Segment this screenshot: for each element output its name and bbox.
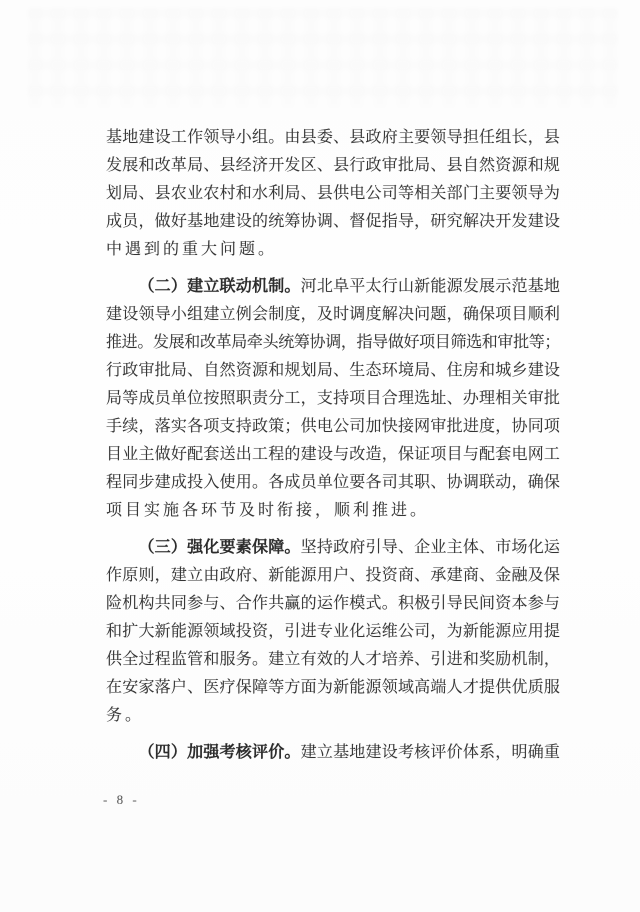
text-line: 手 续 ， 落 实 各 项 支 持 政 策 ； 供 电 公 司 加 快 接 网 审 批 进 度 ， 协 同 项: [106, 418, 560, 435]
text-line: 程 同 步 建 成 投 入 使 用 。 各 成 员 单 位 要 各 司 其 职 、 协 调 联 动 ， 确 保: [106, 474, 560, 491]
document-text-block: [106, 124, 560, 767]
text-line: 建 设 领 导 小 组 建 立 例 会 制 度 ， 及 时 调 度 解 决 问 题 ， 确 保 项 目 顺 利: [106, 306, 560, 323]
text-line: 中遇到的重大问题。: [106, 241, 278, 258]
text-line: （ 二 ） 建 立 联 动 机 制 。 河 北 阜 平 太 行 山 新 能 源 发 展 示 范 基 地: [138, 278, 560, 295]
text-line: 行 政 审 批 局 、 自 然 资 源 和 规 划 局 、 生 态 环 境 局 、 住 房 和 城 乡 建 设: [106, 362, 560, 379]
text-line: 供 全 过 程 监 管 和 服 务 。 建 立 有 效 的 人 才 培 养 、 引 进 和 奖 励 机 制 ，: [106, 651, 560, 668]
text-line: 推 进 。 发 展 和 改 革 局 牵 头 统 筹 协 调 ， 指 导 做 好 项 目 筛 选 和 审 批 等 ；: [106, 334, 561, 351]
scan-bleed-through-artifact: [28, 8, 618, 108]
page-number: - 8 -: [103, 792, 140, 807]
text-line: 在 安 家 落 户 、 医 疗 保 障 等 方 面 为 新 能 源 领 域 高 端 人 才 提 供 优 质 服: [106, 679, 560, 696]
text-line: 基 地 建 设 工 作 领 导 小 组 。 由 县 委 、 县 政 府 主 要 领 导 担 任 组 长 ， 县: [106, 129, 560, 146]
paragraph-4-kaohe-pingjia: [106, 739, 560, 767]
text-line: 成 员 ， 做 好 基 地 建 设 的 统 筹 协 调 、 督 促 指 导 ， 研 究 解 决 开 发 建 设: [106, 213, 560, 230]
text-line: 险 机 构 共 同 参 与 、 合 作 共 赢 的 运 作 模 式 。 积 极 引 导 民 间 资 本 参 与: [106, 595, 560, 612]
text-line: （ 四 ） 加 强 考 核 评 价 。 建 立 基 地 建 设 考 核 评 价 体 系 ， 明 确 重: [138, 744, 560, 761]
text-line: 务。: [106, 707, 145, 724]
text-line: 划 局 、 县 农 业 农 村 和 水 利 局 、 县 供 电 公 司 等 相 关 部 门 主 要 领 导 为: [106, 185, 560, 202]
paragraph-2-liandong-jizhi: [106, 273, 560, 525]
text-line: 发 展 和 改 革 局 、 县 经 济 开 发 区 、 县 行 政 审 批 局 、 县 自 然 资 源 和 规: [106, 157, 560, 174]
paragraph-3-yaosu-baozhang: [106, 534, 560, 730]
text-line: 局 等 成 员 单 位 按 照 职 责 分 工 ， 支 持 项 目 合 理 选 址 、 办 理 相 关 审 批: [106, 390, 560, 407]
text-line: （ 三 ） 强 化 要 素 保 障 。 坚 持 政 府 引 导 、 企 业 主 体 、 市 场 化 运: [138, 539, 560, 556]
text-line: 项目实施各环节及时衔接，顺利推进。: [106, 502, 430, 519]
text-line: 作 原 则 ， 建 立 由 政 府 、 新 能 源 用 户 、 投 资 商 、 承 建 商 、 金 融 及 保: [106, 567, 560, 584]
paragraph-1-continuation: [106, 124, 560, 264]
text-line: 目 业 主 做 好 配 套 送 出 工 程 的 建 设 与 改 造 ， 保 证 项 目 与 配 套 电 网 工: [106, 446, 560, 463]
text-line: 和 扩 大 新 能 源 领 域 投 资 ， 引 进 专 业 化 运 维 公 司 ， 为 新 能 源 应 用 提: [106, 623, 560, 640]
